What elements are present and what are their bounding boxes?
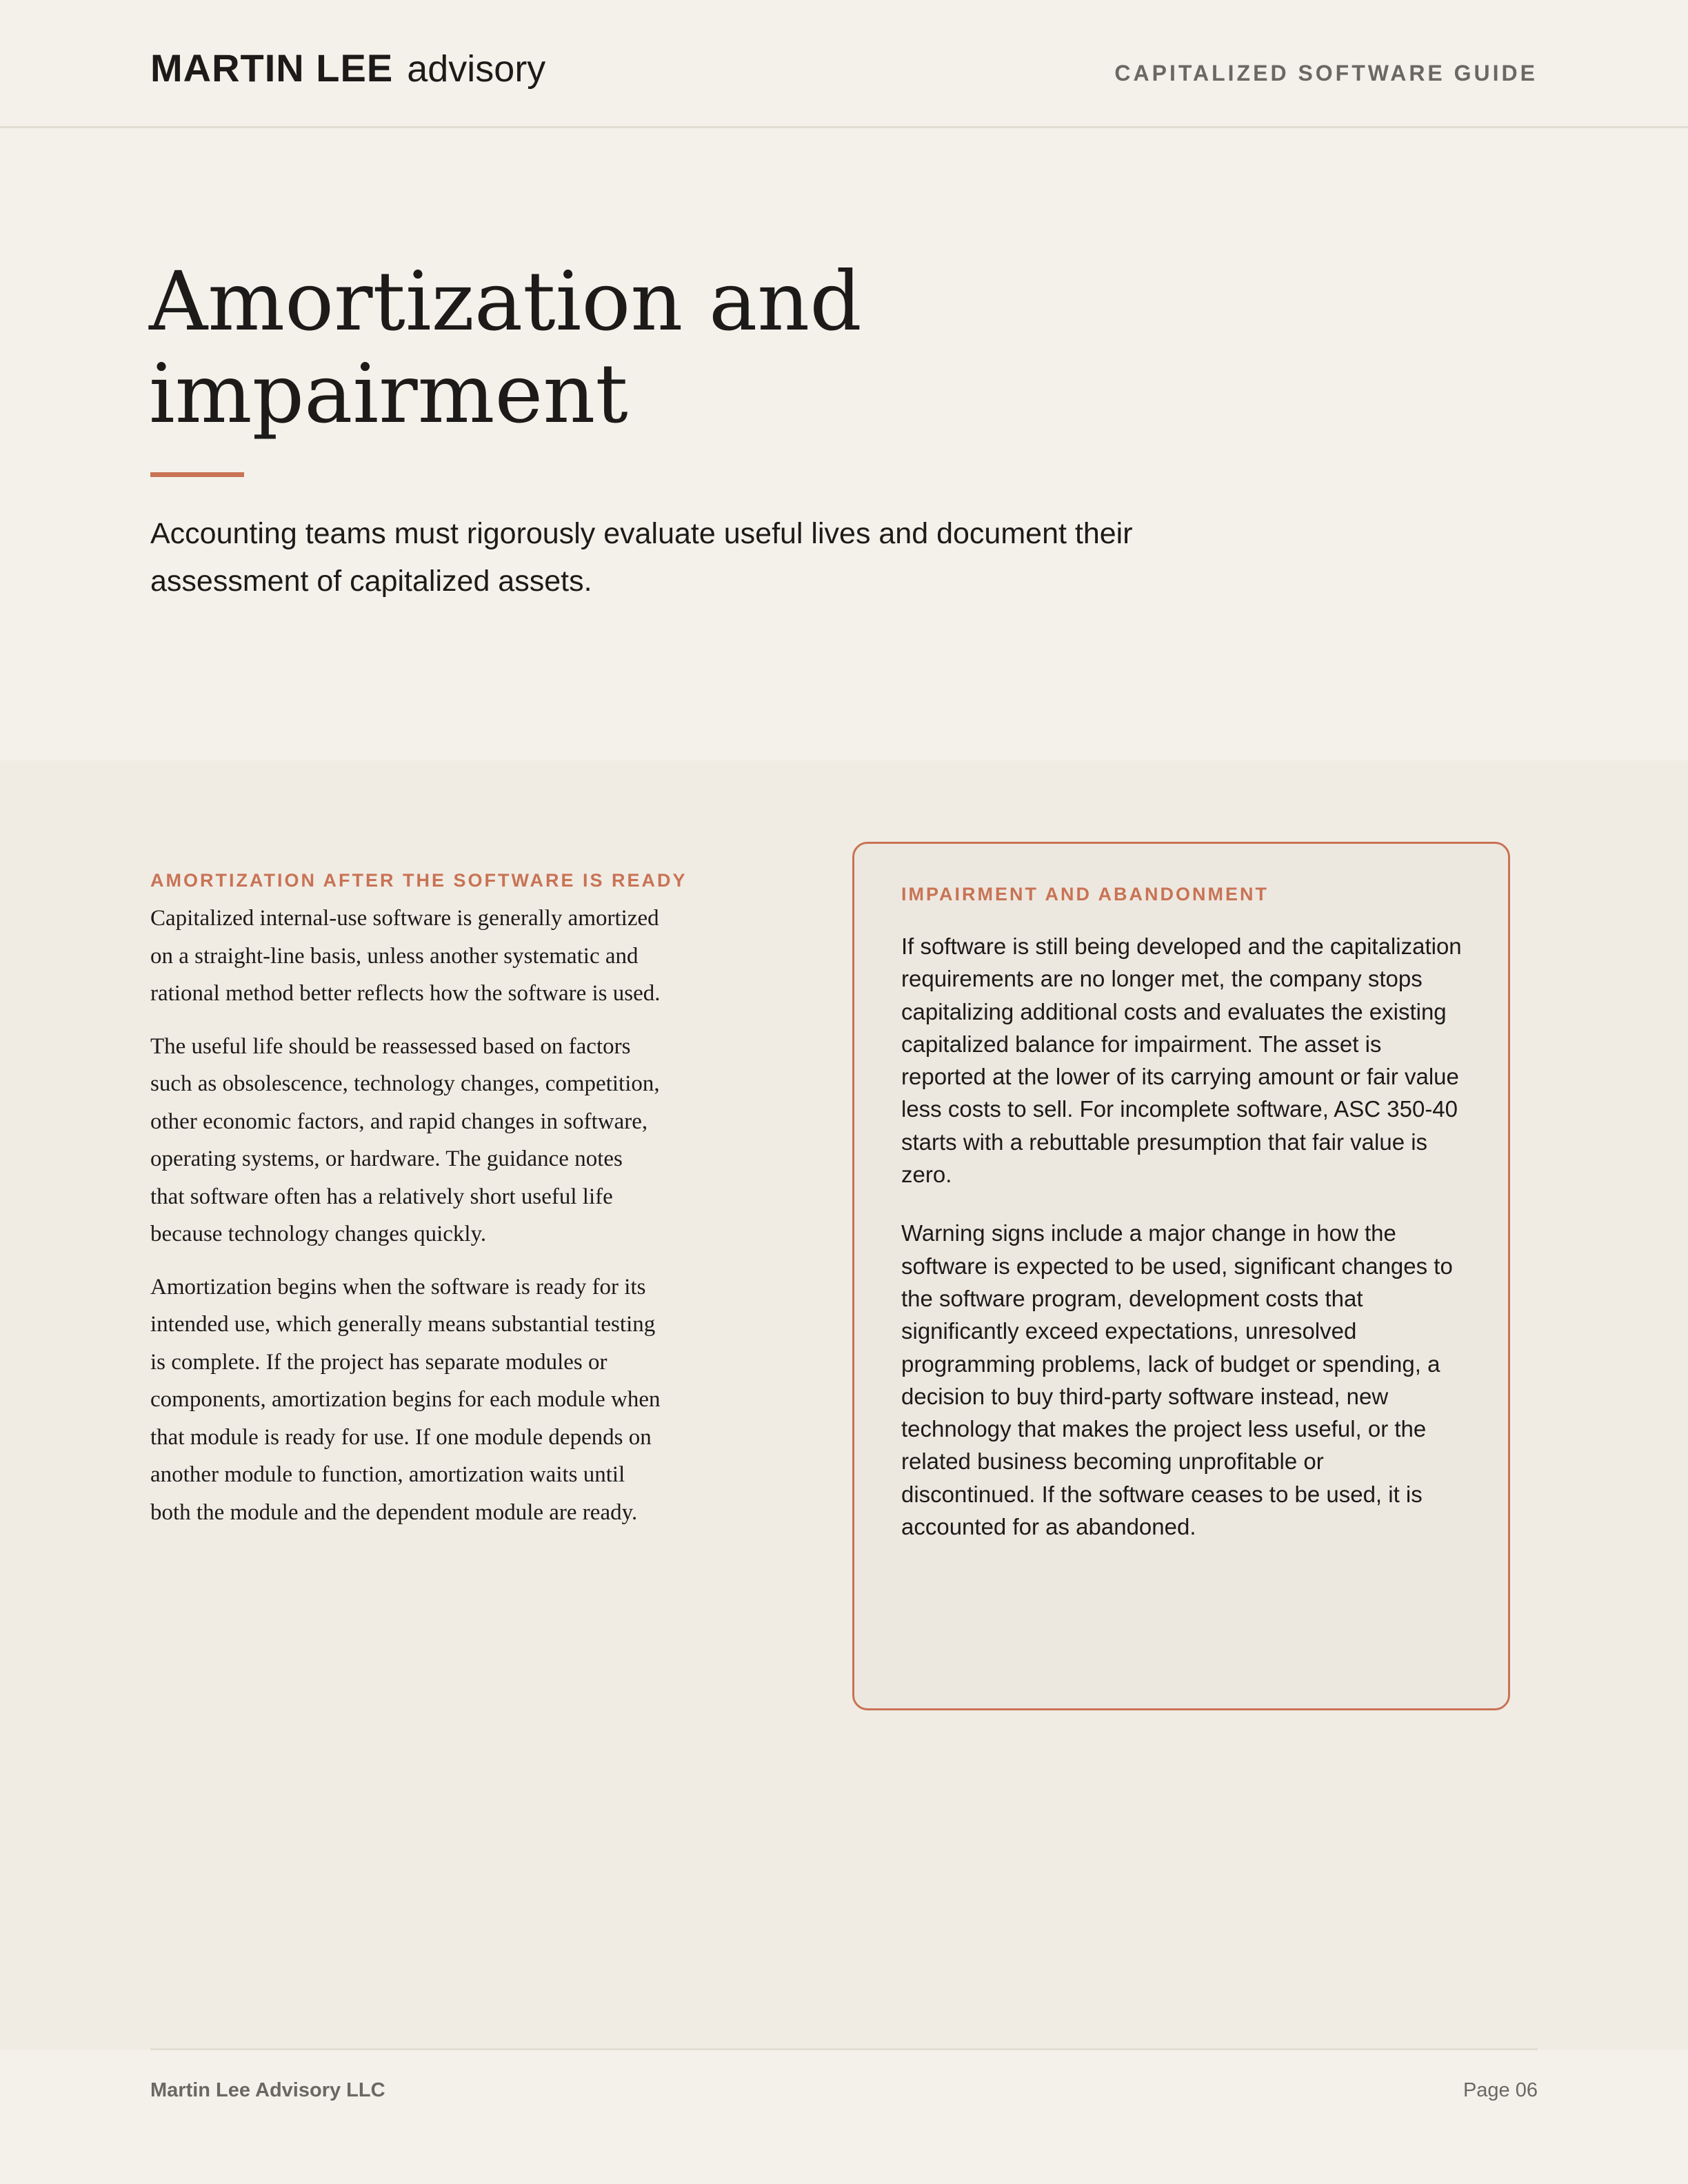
footer-company: Martin Lee Advisory LLC xyxy=(150,2079,385,2101)
page-header xyxy=(0,0,1688,128)
amortization-paragraph: Capitalized internal-use software is generally amortized on a straight-line basis, unless another systematic and rational method better reflects how the software is used. xyxy=(150,906,661,1006)
page-title-line-2: impairment xyxy=(149,346,628,441)
impairment-heading: IMPAIRMENT AND ABANDONMENT xyxy=(901,884,1269,904)
impairment-card xyxy=(852,842,1510,1710)
lead-paragraph: Accounting teams must rigorously evaluate useful lives and document their assessment of capitalized assets. xyxy=(150,517,1133,598)
amortization-paragraph: Amortization begins when the software is ready for its intended use, which generally means substantial testing is complete. If the project has separate modules or components, amortization begins for each module when that module is ready for use. If one module depends on another module to function, amortization waits until both the module and the dependent module are ready. xyxy=(150,1274,661,1525)
impairment-paragraph: If software is still being developed and the capitalization requirements are no longer met, the company stops capitalizing additional costs and evaluates the existing capitalized balance for impairment. The asset is reported at the lower of its carrying amount or fair value less costs to sell. For incomplete software, ASC 350-40 starts with a rebuttable presumption that fair value is zero. xyxy=(901,933,1462,1188)
page-number: Page 06 xyxy=(1463,2079,1538,2101)
brand-name: MARTIN LEE xyxy=(150,46,394,90)
page-title xyxy=(149,255,1114,440)
title-accent-rule xyxy=(150,472,244,477)
page-title-line-1: Amortization and xyxy=(149,254,862,349)
guide-label: CAPITALIZED SOFTWARE GUIDE xyxy=(1114,61,1538,85)
amortization-paragraph: The useful life should be reassessed based on factors such as obsolescence, technology changes, competition, other economic factors, and rapid changes in software, operating systems, or hardware. The guidance notes that software often has a relatively short useful life because technology changes quickly. xyxy=(150,1033,660,1246)
brand-subtitle: advisory xyxy=(407,48,546,90)
footer-divider xyxy=(150,2048,1538,2050)
impairment-paragraph: Warning signs include a major change in how the software is expected to be used, significant changes to the software program, development costs that significantly exceed expectations, unresolved programming problems, lack of budget or spending, a decision to buy third-party software instead, new technology that makes the project less useful, or the related business becoming unprofitable or discontinued. If the software ceases to be used, it is accounted for as abandoned. xyxy=(901,1220,1453,1540)
amortization-heading: AMORTIZATION AFTER THE SOFTWARE IS READY xyxy=(150,870,687,891)
amortization-section xyxy=(150,870,687,1546)
brand-logo xyxy=(150,46,545,90)
